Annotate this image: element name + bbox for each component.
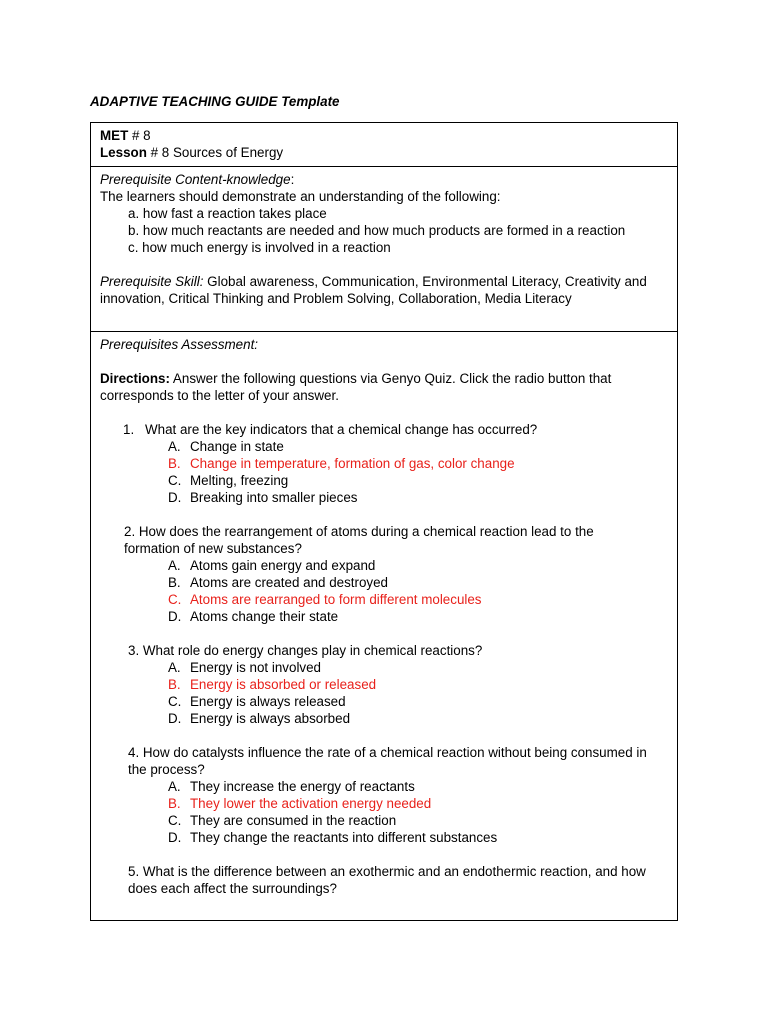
directions-text: Answer the following questions via Genyo Quiz. Click the radio button that corresponds to the letter of your answer. bbox=[100, 371, 612, 403]
choice-option[interactable] bbox=[100, 472, 668, 489]
choice-text: They lower the activation energy needed bbox=[190, 796, 432, 811]
question-5-line-1: 5. What is the difference between an exothermic and an endothermic reaction, and how bbox=[128, 864, 646, 879]
choice-text: Atoms change their state bbox=[190, 609, 339, 624]
question-5-line-2: does each affect the surroundings? bbox=[128, 881, 337, 896]
content-knowledge-heading bbox=[100, 171, 668, 188]
choice-text: Atoms are created and destroyed bbox=[190, 575, 388, 590]
choice-option[interactable] bbox=[100, 693, 668, 710]
content-knowledge-intro: The learners should demonstrate an understanding of the following: bbox=[100, 189, 501, 204]
choice-letter: B. bbox=[168, 677, 181, 692]
lesson-line bbox=[100, 144, 668, 161]
choice-text: Breaking into smaller pieces bbox=[190, 490, 358, 505]
choice-letter: D. bbox=[168, 830, 182, 845]
correct-choice-option[interactable] bbox=[100, 455, 668, 472]
choice-letter: B. bbox=[168, 456, 181, 471]
choice-text: Atoms gain energy and expand bbox=[190, 558, 376, 573]
choice-option[interactable] bbox=[100, 608, 668, 625]
choice-text: Atoms are rearranged to form different molecules bbox=[190, 592, 482, 607]
choice-letter: B. bbox=[168, 796, 181, 811]
question-2-line-2: formation of new substances? bbox=[124, 541, 302, 556]
choice-text: They change the reactants into different substances bbox=[190, 830, 498, 845]
choice-option[interactable] bbox=[100, 829, 668, 846]
correct-choice-option[interactable] bbox=[100, 795, 668, 812]
content-knowledge-label: Prerequisite Content-knowledge bbox=[100, 172, 291, 187]
choice-text: Melting, freezing bbox=[190, 473, 289, 488]
choice-letter: A. bbox=[168, 660, 181, 675]
choice-option[interactable] bbox=[100, 557, 668, 574]
met-label: MET bbox=[100, 128, 129, 143]
document-title: ADAPTIVE TEACHING GUIDE Template bbox=[90, 94, 340, 109]
choice-text: Energy is not involved bbox=[190, 660, 322, 675]
directions-label: Directions: bbox=[100, 371, 170, 386]
question-4-line-1: 4. How do catalysts influence the rate of a chemical reaction without being consumed in bbox=[128, 745, 647, 760]
choice-text: Energy is absorbed or released bbox=[190, 677, 377, 692]
choice-letter: A. bbox=[168, 779, 181, 794]
choice-text: They are consumed in the reaction bbox=[190, 813, 397, 828]
choice-letter: D. bbox=[168, 490, 182, 505]
choice-option[interactable] bbox=[100, 778, 668, 795]
prerequisite-item: b. how much reactants are needed and how much products are formed in a reaction bbox=[128, 223, 626, 238]
prerequisite-item: a. how fast a reaction takes place bbox=[128, 206, 327, 221]
choice-option[interactable] bbox=[100, 710, 668, 727]
lesson-value: # 8 Sources of Energy bbox=[146, 145, 284, 160]
assessment-heading: Prerequisites Assessment: bbox=[100, 337, 259, 352]
prerequisites-cell bbox=[91, 167, 677, 332]
content-knowledge-colon: : bbox=[290, 172, 295, 187]
directions bbox=[100, 370, 668, 404]
choice-letter: D. bbox=[168, 711, 182, 726]
teaching-guide-table bbox=[90, 122, 678, 921]
prerequisite-skill bbox=[100, 273, 668, 307]
choice-text: Change in temperature, formation of gas, color change bbox=[190, 456, 515, 471]
choice-option[interactable] bbox=[100, 489, 668, 506]
choice-letter: B. bbox=[168, 575, 181, 590]
correct-choice-option[interactable] bbox=[100, 676, 668, 693]
prerequisite-skill-label: Prerequisite Skill: bbox=[100, 274, 204, 289]
met-line bbox=[100, 127, 668, 144]
choice-option[interactable] bbox=[100, 659, 668, 676]
question-3: 3. What role do energy changes play in chemical reactions? bbox=[128, 643, 483, 658]
choice-text: They increase the energy of reactants bbox=[190, 779, 415, 794]
choice-letter: A. bbox=[168, 439, 181, 454]
choice-letter: C. bbox=[168, 813, 182, 828]
choice-option[interactable] bbox=[100, 574, 668, 591]
prerequisite-item: c. how much energy is involved in a reaction bbox=[128, 240, 391, 255]
choice-letter: C. bbox=[168, 473, 182, 488]
met-value: # 8 bbox=[128, 128, 151, 143]
question-4-line-2: the process? bbox=[128, 762, 205, 777]
correct-choice-option[interactable] bbox=[100, 591, 668, 608]
choice-letter: A. bbox=[168, 558, 181, 573]
question-number: 1. bbox=[123, 422, 135, 437]
lesson-label: Lesson bbox=[100, 145, 147, 160]
choice-letter: D. bbox=[168, 609, 182, 624]
question-2-line-1: 2. How does the rearrangement of atoms during a chemical reaction lead to the bbox=[124, 524, 594, 539]
prerequisite-skill-text: Global awareness, Communication, Environmental Literacy, Creativity and innovation, Critical Thinking and Problem Solving, Collaboration, Media Literacy bbox=[100, 274, 647, 306]
choice-text: Change in state bbox=[190, 439, 284, 454]
choice-option[interactable] bbox=[100, 812, 668, 829]
choice-text: Energy is always absorbed bbox=[190, 711, 351, 726]
question-1 bbox=[100, 421, 668, 438]
header-cell bbox=[91, 123, 677, 167]
choice-letter: C. bbox=[168, 592, 182, 607]
question-text: What are the key indicators that a chemical change has occurred? bbox=[145, 422, 538, 437]
choice-option[interactable] bbox=[100, 438, 668, 455]
assessment-cell bbox=[91, 332, 677, 920]
choice-text: Energy is always released bbox=[190, 694, 346, 709]
choice-letter: C. bbox=[168, 694, 182, 709]
